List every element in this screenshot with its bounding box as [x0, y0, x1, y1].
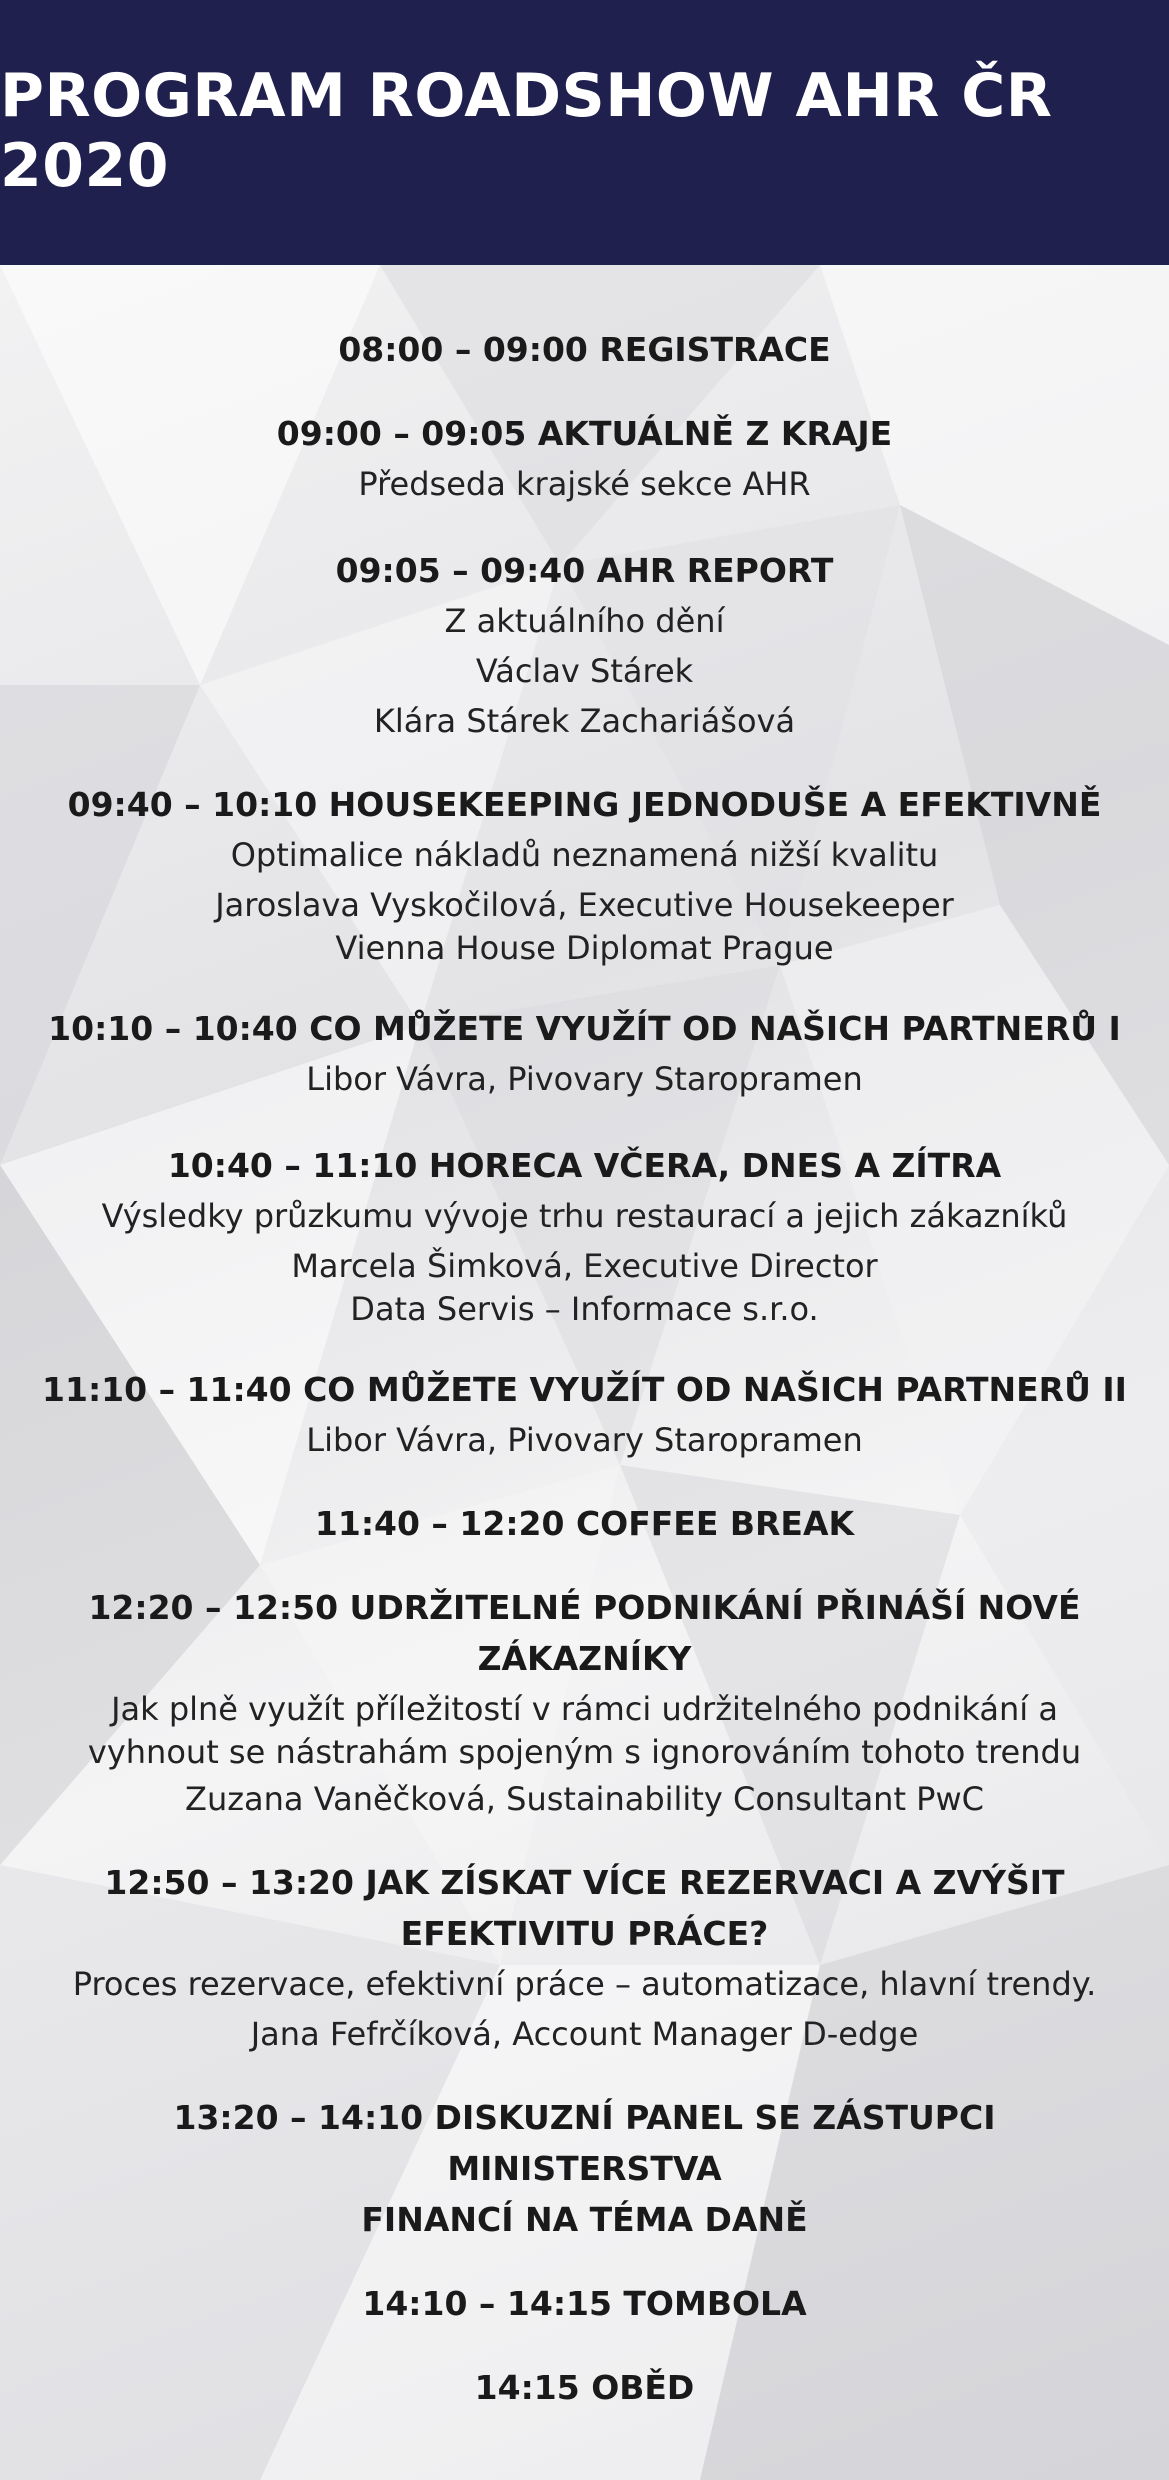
program-item-line: Jaroslava Vyskočilová, Executive Housekeeper: [215, 886, 954, 924]
program-item-line: Jak plně využít příležitostí v rámci udržitelného podnikání a: [111, 1690, 1058, 1728]
program-item-diskuzni-panel: [0, 2092, 1169, 2245]
header-banner: [0, 0, 1169, 265]
program-item-tombola: [0, 2278, 1169, 2329]
program-item-housekeeping: [0, 779, 1169, 970]
program-item-line: Libor Vávra, Pivovary Staropramen: [306, 1421, 863, 1459]
program-item-line: vyhnout se nástrahám spojeným s ignorováním tohoto trendu: [87, 1733, 1082, 1771]
program-item-title: FINANCÍ NA TÉMA DANĚ: [361, 2200, 808, 2239]
program-item-ahr-report: [0, 545, 1169, 746]
program-item-aktualne: [0, 408, 1169, 509]
page-title: PROGRAM ROADSHOW AHR ČR 2020: [0, 60, 1053, 201]
program-item-title: 14:10 – 14:15 TOMBOLA: [362, 2284, 807, 2323]
program-item-line: Václav Stárek: [475, 652, 694, 690]
program-item-partneri-2: [0, 1364, 1169, 1465]
program-item-line: Vienna House Diplomat Prague: [335, 929, 834, 967]
program-item-line: Marcela Šimková, Executive Director: [291, 1247, 878, 1285]
program-item-obed: [0, 2362, 1169, 2413]
program-item-line: Jana Fefrčíková, Account Manager D-edge: [250, 2015, 919, 2053]
program-item-line: Z aktuálního dění: [444, 602, 725, 640]
program-item-line: Proces rezervace, efektivní práce – automatizace, hlavní trendy.: [72, 1965, 1097, 2003]
program-item-title: 10:10 – 10:40 CO MŮŽETE VYUŽÍT OD NAŠICH PARTNERŮ I: [48, 1009, 1121, 1048]
program-item-line: Libor Vávra, Pivovary Staropramen: [306, 1060, 863, 1098]
program-item-title: 08:00 – 09:00 REGISTRACE: [338, 330, 831, 369]
program-item-title: 12:50 – 13:20 JAK ZÍSKAT VÍCE REZERVACI A ZVÝŠIT: [104, 1863, 1065, 1902]
program-item-title: 10:40 – 11:10 HORECA VČERA, DNES A ZÍTRA: [167, 1146, 1002, 1185]
program-item-title: 13:20 – 14:10 DISKUZNÍ PANEL SE ZÁSTUPCI MINISTERSTVA: [173, 2098, 996, 2188]
program-item-rezervace: [0, 1857, 1169, 2059]
program-item-line: Data Servis – Informace s.r.o.: [350, 1290, 819, 1328]
program-item-title: 09:05 – 09:40 AHR REPORT: [335, 551, 834, 590]
program-item-title: 11:10 – 11:40 CO MŮŽETE VYUŽÍT OD NAŠICH PARTNERŮ II: [42, 1370, 1127, 1409]
program-item-line: Předseda krajské sekce AHR: [358, 465, 811, 503]
program-item-title: 09:40 – 10:10 HOUSEKEEPING JEDNODUŠE A EFEKTIVNĚ: [67, 785, 1102, 824]
program-item-registrace: [0, 324, 1169, 375]
program-item-title: 11:40 – 12:20 COFFEE BREAK: [314, 1504, 855, 1543]
program-item-horeca: [0, 1140, 1169, 1331]
program-item-coffee-break: [0, 1498, 1169, 1549]
program-item-title: 12:20 – 12:50 UDRŽITELNÉ PODNIKÁNÍ PŘINÁŠÍ NOVÉ: [88, 1588, 1081, 1627]
program-item-line: Výsledky průzkumu vývoje trhu restaurací a jejich zákazníků: [101, 1197, 1068, 1235]
program-item-title: ZÁKAZNÍKY: [477, 1639, 692, 1678]
program-item-title: 09:00 – 09:05 AKTUÁLNĚ Z KRAJE: [276, 414, 893, 453]
program-item-title: EFEKTIVITU PRÁCE?: [400, 1914, 769, 1953]
program-item-udrzitelne: [0, 1582, 1169, 1824]
program-item-partneri-1: [0, 1003, 1169, 1104]
program-item-line: Klára Stárek Zachariášová: [373, 702, 796, 740]
program-item-line: Zuzana Vaněčková, Sustainability Consultant PwC: [185, 1780, 984, 1818]
program-list: [0, 265, 1169, 2413]
program-item-title: 14:15 OBĚD: [474, 2368, 695, 2407]
program-item-line: Optimalice nákladů neznamená nižší kvalitu: [230, 836, 939, 874]
